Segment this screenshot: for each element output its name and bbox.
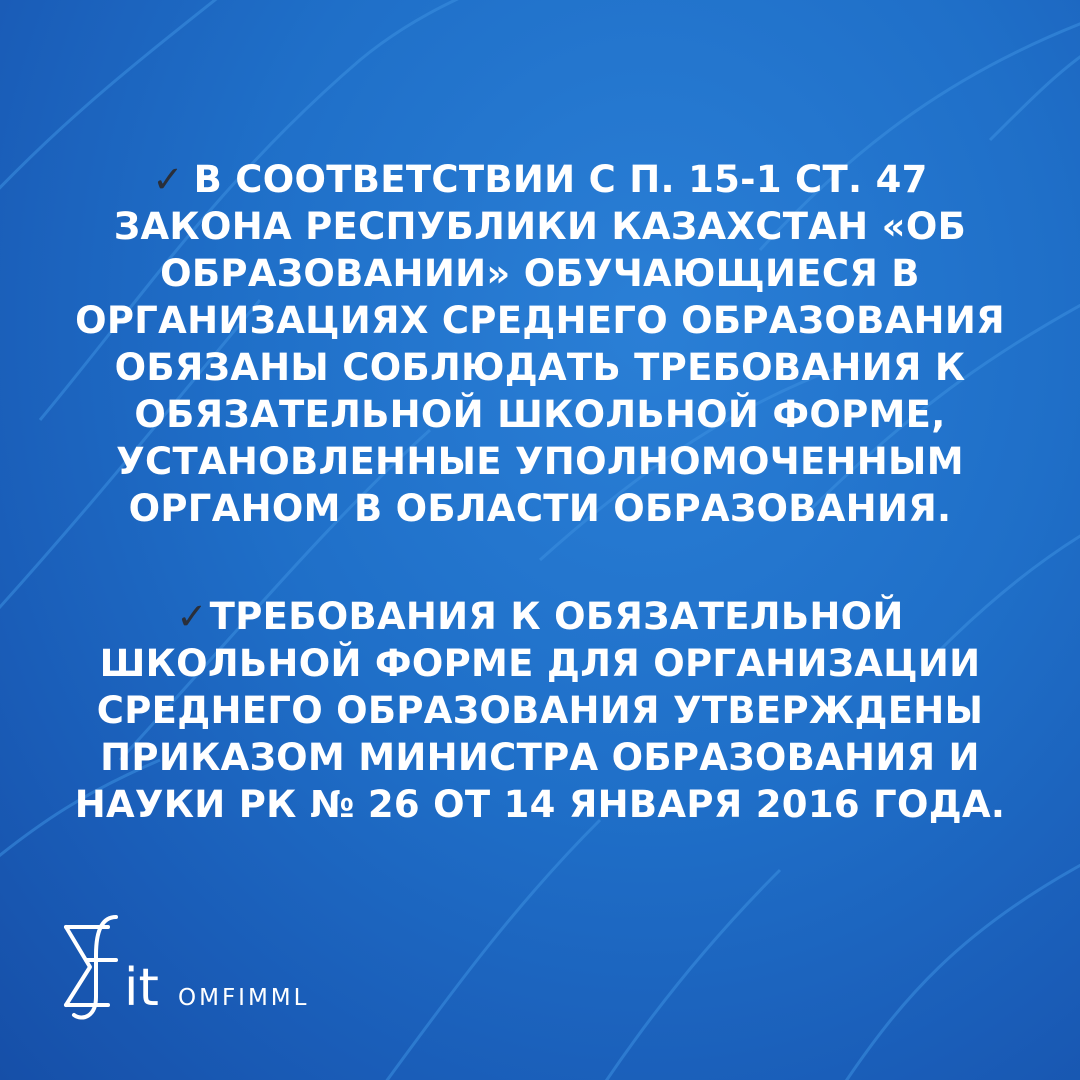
checkmark-icon: ✓ bbox=[152, 158, 184, 201]
paragraph-text: ТРЕБОВАНИЯ К ОБЯЗАТЕЛЬНОЙ ШКОЛЬНОЙ ФОРМЕ ДЛЯ ОРГАНИЗАЦИИ СРЕДНЕГО ОБРАЗОВАНИЯ УТВЕРЖДЕНЫ ПРИКАЗОМ МИНИСТРА ОБРАЗОВАНИЯ И НАУКИ РК № 26 ОТ 14 ЯНВАРЯ 2016 ГОДА. bbox=[74, 595, 1006, 826]
paragraph-order-reference bbox=[60, 593, 1020, 828]
checkmark-icon: ✓ bbox=[176, 595, 208, 638]
logo-name: OMFIMML bbox=[178, 985, 310, 1011]
paragraph-law-reference bbox=[60, 156, 1020, 532]
paragraph-text: В СООТВЕТСТВИИ С П. 15-1 СТ. 47 ЗАКОНА РЕСПУБЛИКИ КАЗАХСТАН «ОБ ОБРАЗОВАНИИ» ОБУЧАЮЩИЕСЯ В ОРГАНИЗАЦИЯХ СРЕДНЕГО ОБРАЗОВАНИЯ ОБЯЗАНЫ СОБЛЮДАТЬ ТРЕБОВАНИЯ К ОБЯЗАТЕЛЬНОЙ ШКОЛЬНОЙ ФОРМЕ, УСТАНОВЛЕННЫЕ УПОЛНОМОЧЕННЫМ ОРГАНОМ В ОБЛАСТИ ОБРАЗОВАНИЯ. bbox=[75, 158, 1005, 530]
logo-mark-text: it bbox=[124, 958, 159, 1018]
